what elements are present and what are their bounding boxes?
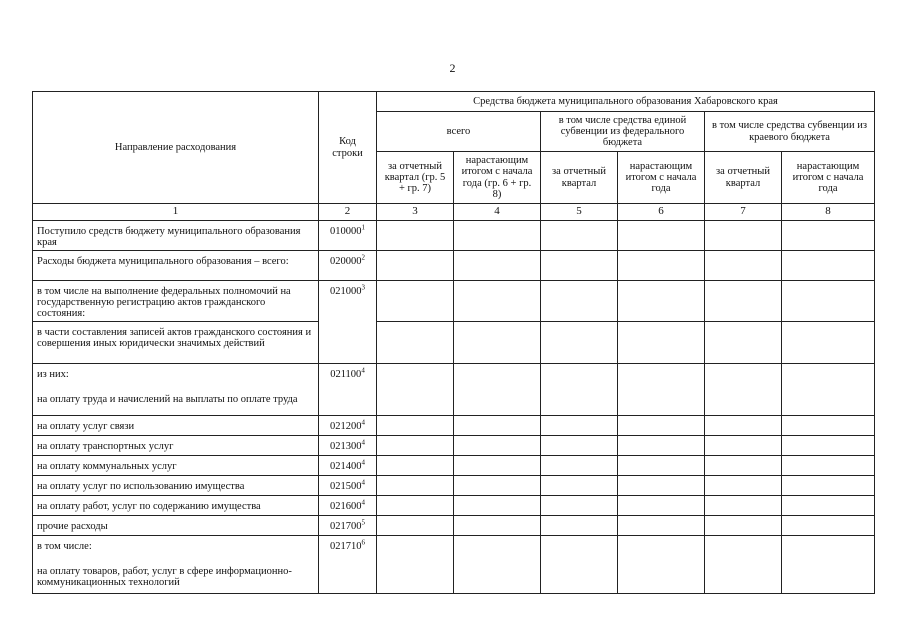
table-row [33, 456, 875, 476]
row-code-value: 021500 [330, 481, 362, 492]
value-cell[interactable] [541, 516, 618, 536]
table-row [33, 322, 875, 364]
footnote-marker: 2 [361, 253, 365, 262]
table-row [33, 496, 875, 516]
row-description [33, 281, 319, 322]
value-cell[interactable] [618, 322, 705, 364]
value-cell[interactable] [618, 476, 705, 496]
table-row [33, 476, 875, 496]
column-number: 4 [454, 204, 541, 221]
value-cell[interactable] [705, 322, 782, 364]
column-number: 5 [541, 204, 618, 221]
value-cell[interactable] [377, 536, 454, 594]
row-description [33, 436, 319, 456]
report-rows [33, 221, 875, 594]
value-cell[interactable] [377, 496, 454, 516]
row-code-value: 021000 [330, 286, 362, 297]
value-cell[interactable] [705, 436, 782, 456]
row-text: на оплату товаров, работ, услуг в сфере информационно-коммуникационных технологий [37, 566, 292, 589]
row-code [319, 536, 377, 594]
value-cell[interactable] [782, 436, 875, 456]
header-col3: за отчетный квартал (гр. 5 + гр. 7) [377, 152, 454, 204]
value-cell[interactable] [454, 496, 541, 516]
row-text: Поступило средств бюджету муниципального образования края [37, 226, 301, 249]
value-cell[interactable] [782, 476, 875, 496]
column-number: 6 [618, 204, 705, 221]
value-cell[interactable] [377, 456, 454, 476]
footnote-marker: 4 [361, 366, 365, 375]
value-cell[interactable] [377, 476, 454, 496]
row-prefix: в том числе: [37, 541, 92, 552]
value-cell[interactable] [705, 251, 782, 281]
row-code-value: 020000 [330, 256, 362, 267]
footnote-marker: 6 [361, 538, 365, 547]
row-code [319, 416, 377, 436]
value-cell[interactable] [377, 364, 454, 416]
value-cell[interactable] [782, 364, 875, 416]
row-code-value: 021300 [330, 441, 362, 452]
header-col6: нарастающим итогом с начала года [618, 152, 705, 204]
value-cell[interactable] [705, 416, 782, 436]
value-cell[interactable] [618, 536, 705, 594]
header-col7: за отчетный квартал [705, 152, 782, 204]
table-row [33, 281, 875, 322]
header-federal: в том числе средства единой субвенции из федерального бюджета [541, 112, 705, 152]
footnote-marker: 4 [361, 458, 365, 467]
value-cell[interactable] [705, 281, 782, 322]
value-cell[interactable] [782, 281, 875, 322]
row-code [319, 476, 377, 496]
row-code [319, 281, 377, 364]
footnote-marker: 4 [361, 438, 365, 447]
value-cell[interactable] [705, 476, 782, 496]
value-cell[interactable] [705, 456, 782, 476]
row-text: на оплату транспортных услуг [37, 441, 174, 452]
value-cell[interactable] [454, 436, 541, 456]
table-row [33, 416, 875, 436]
value-cell[interactable] [541, 496, 618, 516]
value-cell[interactable] [782, 456, 875, 476]
table-row [33, 436, 875, 456]
row-text: в том числе на выполнение федеральных полномочий на государственную регистрацию актов гражданского состояния: [37, 286, 291, 320]
footnote-marker: 4 [361, 498, 365, 507]
page-number: 2 [449, 61, 456, 75]
table-row [33, 536, 875, 594]
row-description [33, 516, 319, 536]
table-row [33, 364, 875, 416]
value-cell[interactable] [377, 416, 454, 436]
row-description [33, 251, 319, 281]
column-number-row [33, 204, 875, 221]
value-cell[interactable] [377, 436, 454, 456]
value-cell[interactable] [782, 322, 875, 364]
row-description [33, 496, 319, 516]
value-cell[interactable] [618, 416, 705, 436]
row-description [33, 322, 319, 364]
column-number: 8 [782, 204, 875, 221]
value-cell[interactable] [782, 416, 875, 436]
row-description [33, 221, 319, 251]
row-text: на оплату работ, услуг по содержанию имущества [37, 501, 261, 512]
row-code-value: 021400 [330, 461, 362, 472]
footnote-marker: 4 [361, 478, 365, 487]
value-cell[interactable] [454, 364, 541, 416]
row-code-value: 021200 [330, 421, 362, 432]
header-budget-funds: Средства бюджета муниципального образования Хабаровского края [377, 92, 875, 112]
value-cell[interactable] [705, 221, 782, 251]
row-text: прочие расходы [37, 521, 108, 532]
row-code [319, 516, 377, 536]
value-cell[interactable] [618, 436, 705, 456]
value-cell[interactable] [782, 536, 875, 594]
value-cell[interactable] [377, 281, 454, 322]
row-code [319, 364, 377, 416]
value-cell[interactable] [454, 322, 541, 364]
value-cell[interactable] [377, 251, 454, 281]
row-text: на оплату услуг по использованию имущества [37, 481, 245, 492]
row-code [319, 436, 377, 456]
value-cell[interactable] [454, 221, 541, 251]
value-cell[interactable] [782, 516, 875, 536]
header-col8: нарастающим итогом с начала года [782, 152, 875, 204]
row-code-value: 021600 [330, 501, 362, 512]
row-description [33, 456, 319, 476]
value-cell[interactable] [782, 221, 875, 251]
value-cell[interactable] [541, 364, 618, 416]
value-cell[interactable] [454, 456, 541, 476]
value-cell[interactable] [541, 322, 618, 364]
row-prefix: из них: [37, 369, 69, 380]
footnote-marker: 3 [361, 283, 365, 292]
table-row [33, 251, 875, 281]
value-cell[interactable] [541, 281, 618, 322]
value-cell[interactable] [454, 416, 541, 436]
row-text: на оплату коммунальных услуг [37, 461, 177, 472]
value-cell[interactable] [541, 476, 618, 496]
value-cell[interactable] [618, 251, 705, 281]
header-col5: за отчетный квартал [541, 152, 618, 204]
report-table [32, 91, 875, 594]
row-description [33, 364, 319, 416]
value-cell[interactable] [618, 456, 705, 476]
row-text: на оплату труда и начислений на выплаты по оплате труда [37, 394, 298, 406]
column-number: 2 [319, 204, 377, 221]
header-code: Код строки [319, 92, 377, 204]
value-cell[interactable] [454, 536, 541, 594]
value-cell[interactable] [377, 516, 454, 536]
footnote-marker: 5 [361, 518, 365, 527]
footnote-marker: 1 [361, 223, 365, 232]
row-code-value: 021100 [330, 369, 362, 380]
value-cell[interactable] [705, 516, 782, 536]
row-code [319, 456, 377, 476]
row-code-value: 010000 [330, 226, 362, 237]
value-cell[interactable] [618, 281, 705, 322]
value-cell[interactable] [541, 436, 618, 456]
value-cell[interactable] [454, 281, 541, 322]
row-description [33, 476, 319, 496]
row-text: в части составления записей актов гражданского состояния и совершения иных юридически значимых действий [37, 327, 312, 350]
header-col4: нарастающим итогом с начала года (гр. 6 + гр. 8) [454, 152, 541, 204]
row-text: на оплату услуг связи [37, 421, 135, 432]
value-cell[interactable] [454, 251, 541, 281]
column-number: 7 [705, 204, 782, 221]
value-cell[interactable] [782, 496, 875, 516]
row-code [319, 221, 377, 251]
footnote-marker: 4 [361, 418, 365, 427]
value-cell[interactable] [618, 221, 705, 251]
row-code [319, 251, 377, 281]
column-number: 1 [33, 204, 319, 221]
value-cell[interactable] [541, 221, 618, 251]
row-code-value: 021710 [330, 541, 362, 552]
row-text: Расходы бюджета муниципального образования – всего: [37, 256, 289, 267]
table-row [33, 516, 875, 536]
value-cell[interactable] [618, 364, 705, 416]
header-total: всего [377, 112, 541, 152]
row-code-value: 021700 [330, 521, 362, 532]
value-cell[interactable] [782, 251, 875, 281]
value-cell[interactable] [377, 322, 454, 364]
value-cell[interactable] [541, 456, 618, 476]
column-number: 3 [377, 204, 454, 221]
row-description [33, 416, 319, 436]
value-cell[interactable] [454, 516, 541, 536]
value-cell[interactable] [618, 516, 705, 536]
value-cell[interactable] [377, 221, 454, 251]
header-direction: Направление расходования [33, 92, 319, 204]
row-description [33, 536, 319, 594]
value-cell[interactable] [705, 364, 782, 416]
value-cell[interactable] [454, 476, 541, 496]
table-row [33, 221, 875, 251]
header-regional: в том числе средства субвенции из краевого бюджета [705, 112, 875, 152]
value-cell[interactable] [541, 251, 618, 281]
value-cell[interactable] [705, 496, 782, 516]
value-cell[interactable] [541, 536, 618, 594]
row-code [319, 496, 377, 516]
value-cell[interactable] [705, 536, 782, 594]
value-cell[interactable] [618, 496, 705, 516]
value-cell[interactable] [541, 416, 618, 436]
